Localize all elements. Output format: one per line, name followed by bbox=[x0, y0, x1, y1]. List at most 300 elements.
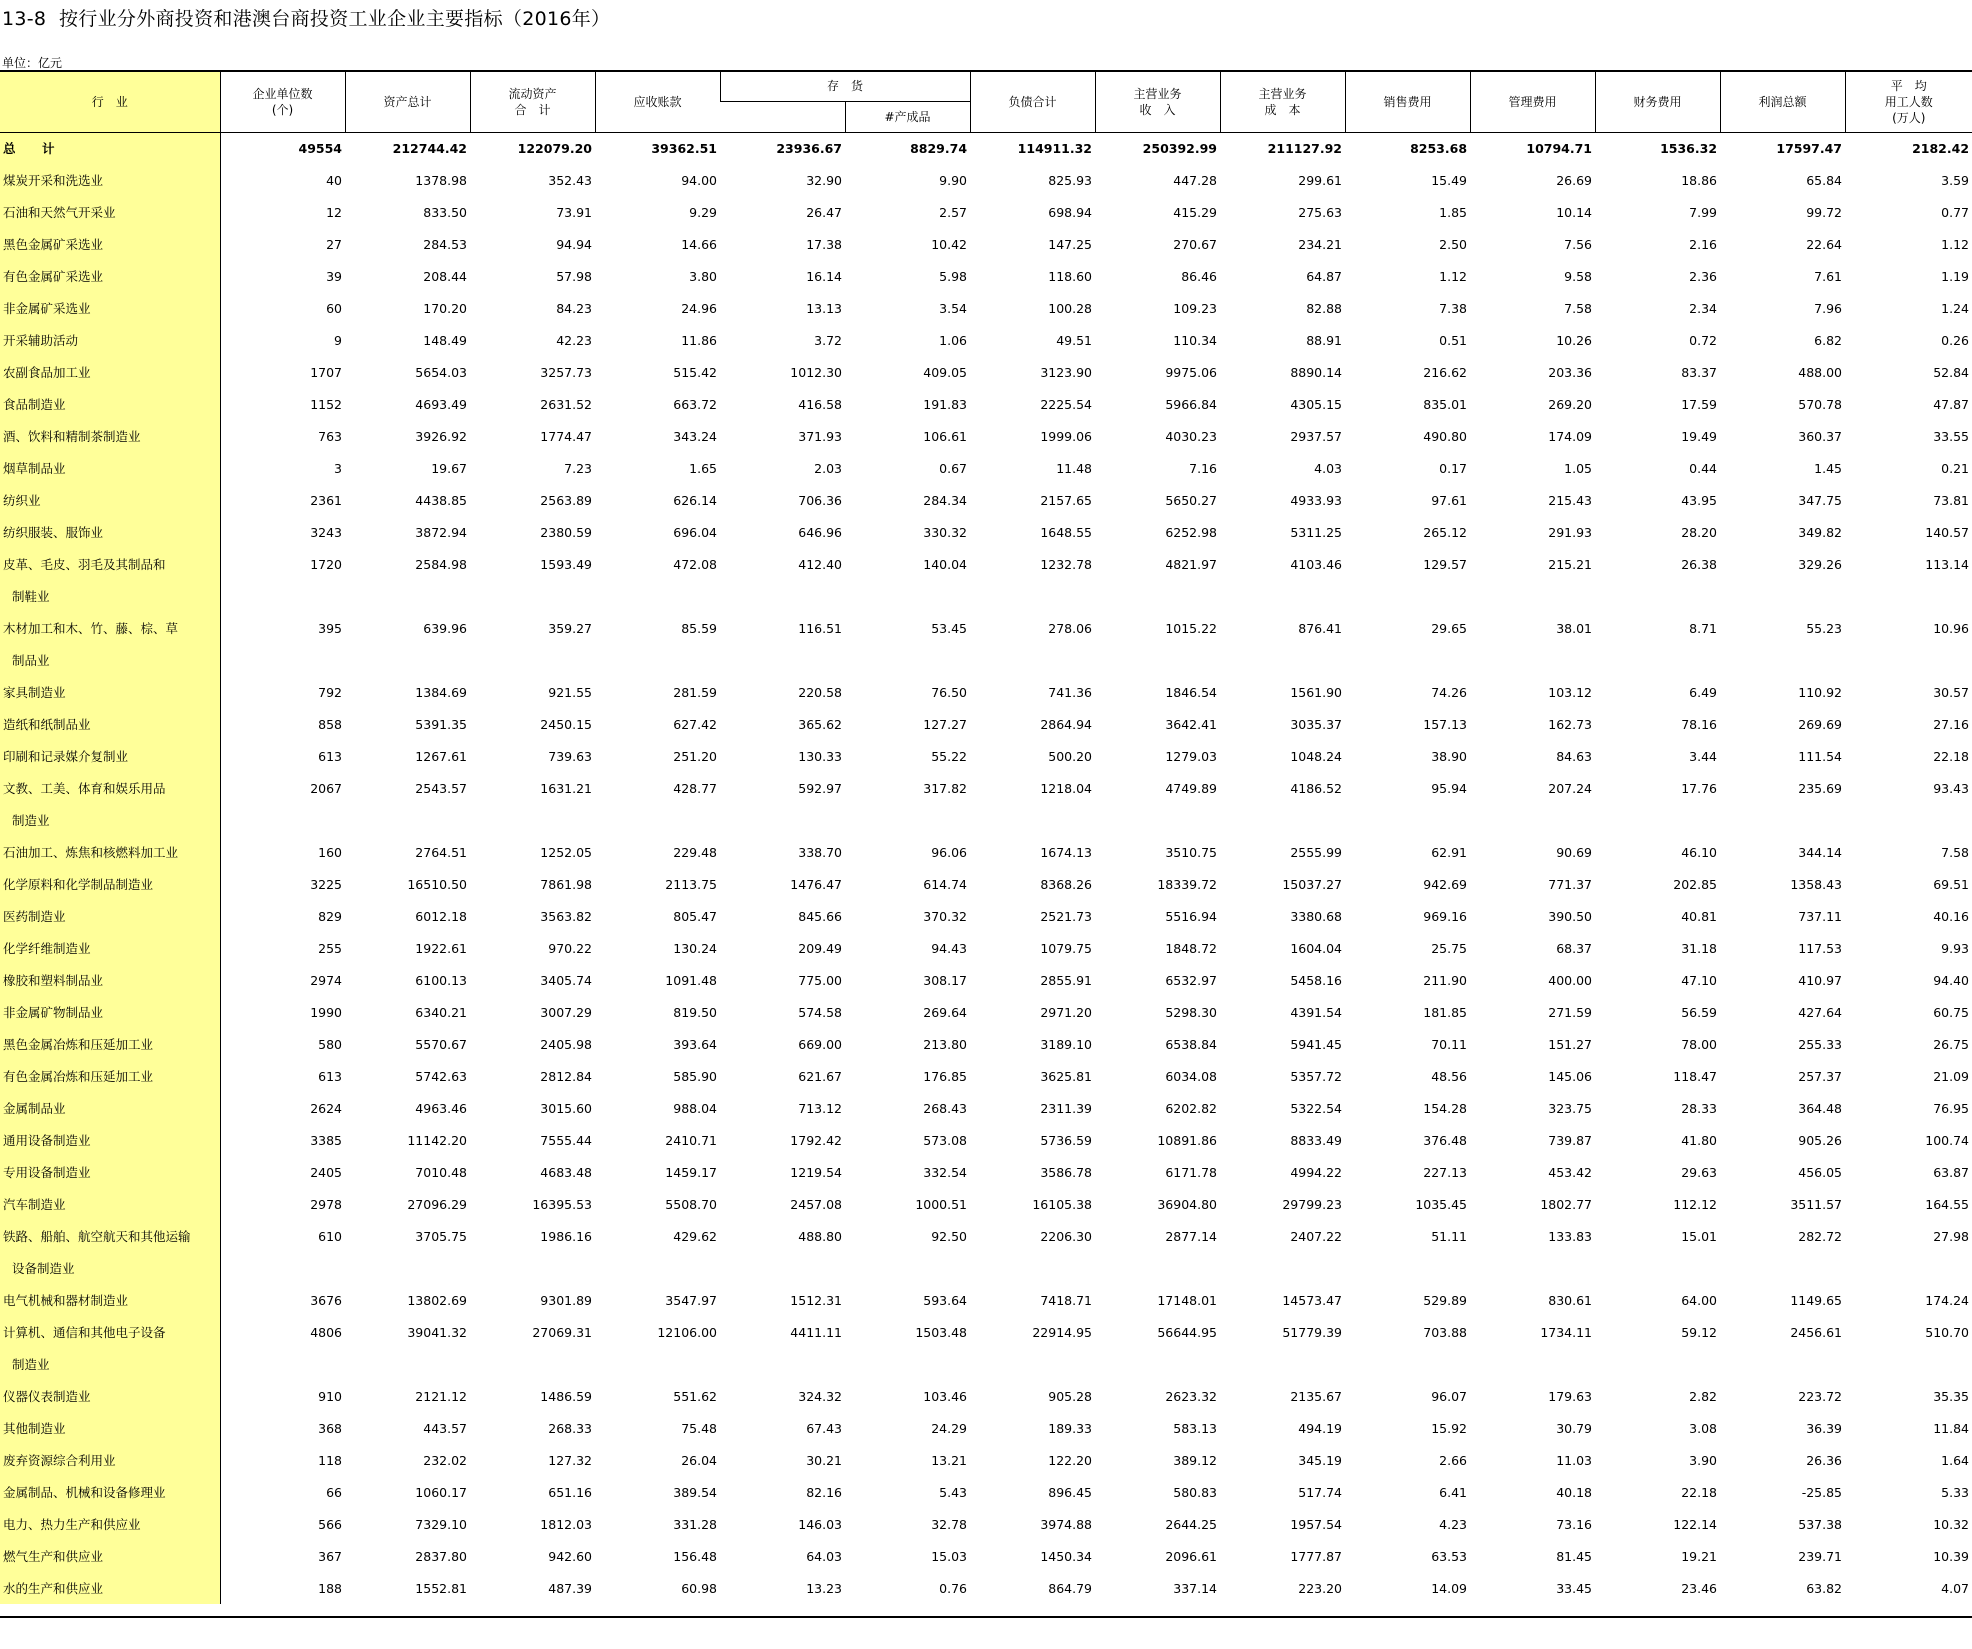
value-cell: 13.13 bbox=[806, 300, 842, 316]
industry-name: 化学原料和化学制品制造业 bbox=[0, 868, 220, 900]
value-cell: 3547.97 bbox=[665, 1292, 717, 1308]
table-row bbox=[0, 676, 1972, 708]
value-cell: 43.95 bbox=[1681, 492, 1718, 508]
value-cell bbox=[220, 644, 345, 676]
value-cell: 22.18 bbox=[1933, 748, 1970, 764]
value-cell: 453.42 bbox=[1548, 1164, 1593, 1180]
value-cell: 29.63 bbox=[1681, 1164, 1718, 1180]
value-cell: 97.61 bbox=[1431, 492, 1468, 508]
value-cell: 5311.25 bbox=[1290, 524, 1343, 540]
value-cell: 2113.75 bbox=[665, 876, 717, 892]
table-row bbox=[0, 1284, 1972, 1316]
value-cell: 234.21 bbox=[1298, 236, 1343, 252]
value-cell: 4103.46 bbox=[1290, 556, 1343, 572]
industry-name: 专用设备制造业 bbox=[0, 1156, 220, 1188]
value-cell: 876.41 bbox=[1298, 620, 1343, 636]
value-cell: 621.67 bbox=[798, 1068, 842, 1084]
value-cell: 7010.48 bbox=[415, 1164, 467, 1180]
value-cell: 2644.25 bbox=[1165, 1516, 1218, 1532]
value-cell: 96.06 bbox=[931, 844, 968, 860]
total-cell: 122079.20 bbox=[517, 140, 592, 156]
value-cell: 345.19 bbox=[1298, 1452, 1343, 1468]
value-cell: 2877.14 bbox=[1165, 1228, 1218, 1244]
value-cell: 140.04 bbox=[923, 556, 968, 572]
value-cell: 22914.95 bbox=[1032, 1324, 1093, 1340]
value-cell: 6034.08 bbox=[1165, 1068, 1218, 1084]
value-cell: 265.12 bbox=[1423, 524, 1468, 540]
value-cell: 93.43 bbox=[1933, 780, 1970, 796]
table-row bbox=[0, 484, 1972, 516]
value-cell: 7.99 bbox=[1689, 204, 1718, 220]
value-cell: 2855.91 bbox=[1040, 972, 1093, 988]
value-cell: 5736.59 bbox=[1040, 1132, 1093, 1148]
value-cell: 626.14 bbox=[673, 492, 717, 508]
total-cell: 23936.67 bbox=[776, 140, 842, 156]
value-cell: 1774.47 bbox=[540, 428, 592, 444]
value-cell: 130.24 bbox=[673, 940, 717, 956]
value-cell: 2631.52 bbox=[540, 396, 592, 412]
value-cell: 1986.16 bbox=[540, 1228, 592, 1244]
value-cell: 271.59 bbox=[1548, 1004, 1593, 1020]
value-cell: 83.37 bbox=[1681, 364, 1718, 380]
value-cell: 216.62 bbox=[1423, 364, 1468, 380]
value-cell: 38.01 bbox=[1556, 620, 1593, 636]
value-cell: 275.63 bbox=[1298, 204, 1343, 220]
value-cell: 2624 bbox=[310, 1100, 342, 1116]
value-cell: 2096.61 bbox=[1165, 1548, 1218, 1564]
value-cell: 580.83 bbox=[1173, 1484, 1218, 1500]
value-cell: 94.43 bbox=[931, 940, 968, 956]
value-cell bbox=[345, 1252, 470, 1284]
value-cell: 60 bbox=[326, 300, 342, 316]
value-cell: 9975.06 bbox=[1165, 364, 1218, 380]
value-cell: 151.27 bbox=[1548, 1036, 1593, 1052]
value-cell: 106.61 bbox=[923, 428, 968, 444]
value-cell: 10.26 bbox=[1556, 332, 1593, 348]
value-cell: 3.54 bbox=[939, 300, 968, 316]
value-cell: 410.97 bbox=[1798, 972, 1843, 988]
value-cell: 92.50 bbox=[931, 1228, 968, 1244]
value-cell: 969.16 bbox=[1423, 908, 1468, 924]
table-row bbox=[0, 164, 1972, 196]
value-cell: 343.24 bbox=[673, 428, 717, 444]
industry-name: 其他制造业 bbox=[0, 1412, 220, 1444]
value-cell bbox=[1095, 1348, 1220, 1380]
value-cell bbox=[720, 804, 845, 836]
value-cell: 574.58 bbox=[798, 1004, 842, 1020]
page-title: 13-8 按行业分外商投资和港澳台商投资工业企业主要指标（2016年） bbox=[2, 8, 611, 30]
value-cell bbox=[1845, 1252, 1972, 1284]
value-cell: 921.55 bbox=[548, 684, 592, 700]
value-cell: 52.84 bbox=[1933, 364, 1970, 380]
table-row bbox=[0, 1156, 1972, 1188]
value-cell: 51.11 bbox=[1431, 1228, 1468, 1244]
table-row bbox=[0, 548, 1972, 580]
value-cell: 86.46 bbox=[1181, 268, 1218, 284]
value-cell: 510.70 bbox=[1925, 1324, 1970, 1340]
value-cell: 39041.32 bbox=[407, 1324, 467, 1340]
value-cell: 117.53 bbox=[1798, 940, 1843, 956]
value-cell bbox=[1220, 1348, 1345, 1380]
value-cell: 2067 bbox=[310, 780, 342, 796]
value-cell: 1486.59 bbox=[540, 1388, 592, 1404]
value-cell: 40.81 bbox=[1681, 908, 1718, 924]
value-cell: 148.49 bbox=[423, 332, 467, 348]
value-cell: 56644.95 bbox=[1157, 1324, 1218, 1340]
value-cell: 494.19 bbox=[1298, 1420, 1343, 1436]
value-cell: 5298.30 bbox=[1165, 1004, 1218, 1020]
value-cell: 1079.75 bbox=[1040, 940, 1093, 956]
value-cell: 215.43 bbox=[1548, 492, 1593, 508]
value-cell: 6100.13 bbox=[415, 972, 467, 988]
value-cell: 428.77 bbox=[673, 780, 717, 796]
value-cell: 610 bbox=[318, 1228, 342, 1244]
value-cell bbox=[1470, 1252, 1595, 1284]
value-cell: 9301.89 bbox=[540, 1292, 592, 1308]
value-cell: 775.00 bbox=[798, 972, 842, 988]
value-cell: 4391.54 bbox=[1290, 1004, 1343, 1020]
value-cell: 70.11 bbox=[1431, 1036, 1468, 1052]
value-cell bbox=[470, 804, 595, 836]
value-cell bbox=[845, 804, 970, 836]
value-cell: 1720 bbox=[310, 556, 342, 572]
value-cell: 1035.45 bbox=[1415, 1196, 1468, 1212]
value-cell: 215.21 bbox=[1548, 556, 1593, 572]
value-cell: 5.43 bbox=[939, 1484, 968, 1500]
table-row bbox=[0, 1124, 1972, 1156]
value-cell: 59.12 bbox=[1681, 1324, 1718, 1340]
value-cell: 9 bbox=[334, 332, 342, 348]
value-cell: 156.48 bbox=[673, 1548, 717, 1564]
value-cell: 68.37 bbox=[1556, 940, 1593, 956]
value-cell: 4749.89 bbox=[1165, 780, 1218, 796]
value-cell: 739.87 bbox=[1548, 1132, 1593, 1148]
value-cell: 13802.69 bbox=[407, 1292, 467, 1308]
value-cell: 323.75 bbox=[1548, 1100, 1593, 1116]
value-cell: 1503.48 bbox=[915, 1324, 968, 1340]
value-cell: 2974 bbox=[310, 972, 342, 988]
table-row bbox=[0, 452, 1972, 484]
value-cell: 269.20 bbox=[1548, 396, 1593, 412]
value-cell: 133.83 bbox=[1548, 1228, 1593, 1244]
value-cell: 2407.22 bbox=[1290, 1228, 1343, 1244]
value-cell: 2555.99 bbox=[1290, 844, 1343, 860]
value-cell bbox=[1470, 644, 1595, 676]
value-cell: 517.74 bbox=[1298, 1484, 1343, 1500]
value-cell: 0.21 bbox=[1941, 460, 1970, 476]
value-cell: 73.81 bbox=[1933, 492, 1970, 508]
value-cell: 2812.84 bbox=[540, 1068, 592, 1084]
value-cell: 2.82 bbox=[1689, 1388, 1718, 1404]
value-cell: 223.20 bbox=[1298, 1580, 1343, 1596]
value-cell: 347.75 bbox=[1798, 492, 1843, 508]
value-cell: 5.98 bbox=[939, 268, 968, 284]
value-cell: 395 bbox=[318, 620, 342, 636]
value-cell bbox=[470, 1348, 595, 1380]
value-cell: 500.20 bbox=[1048, 748, 1093, 764]
value-cell: 146.03 bbox=[798, 1516, 842, 1532]
value-cell: 88.91 bbox=[1306, 332, 1343, 348]
value-cell: 2864.94 bbox=[1040, 716, 1093, 732]
value-cell: 1604.04 bbox=[1290, 940, 1343, 956]
value-cell bbox=[595, 804, 720, 836]
industry-name: 非金属矿采选业 bbox=[0, 292, 220, 324]
table-row bbox=[0, 1476, 1972, 1508]
value-cell: 38.90 bbox=[1431, 748, 1468, 764]
value-cell: 25.75 bbox=[1431, 940, 1468, 956]
value-cell: 6.82 bbox=[1814, 332, 1843, 348]
value-cell: 7329.10 bbox=[415, 1516, 467, 1532]
value-cell: 1.24 bbox=[1941, 300, 1970, 316]
header-total-assets: 资产总计 bbox=[345, 71, 470, 132]
value-cell: 26.69 bbox=[1556, 172, 1593, 188]
value-cell: 3926.92 bbox=[415, 428, 467, 444]
value-cell: 26.47 bbox=[806, 204, 842, 220]
value-cell: 1232.78 bbox=[1040, 556, 1093, 572]
value-cell: 179.63 bbox=[1548, 1388, 1593, 1404]
industry-name: 烟草制品业 bbox=[0, 452, 220, 484]
value-cell: 6202.82 bbox=[1165, 1100, 1218, 1116]
value-cell: 4821.97 bbox=[1165, 556, 1218, 572]
table-bottom-rule bbox=[0, 1616, 1972, 1618]
value-cell bbox=[1095, 580, 1220, 612]
value-cell: 53.45 bbox=[931, 620, 968, 636]
table-row bbox=[0, 1380, 1972, 1412]
value-cell: 3257.73 bbox=[540, 364, 592, 380]
value-cell: 830.61 bbox=[1548, 1292, 1593, 1308]
value-cell: 845.66 bbox=[798, 908, 842, 924]
value-cell: 41.80 bbox=[1681, 1132, 1718, 1148]
value-cell bbox=[1095, 644, 1220, 676]
value-cell: 4933.93 bbox=[1290, 492, 1343, 508]
total-cell: 49554 bbox=[298, 140, 342, 156]
value-cell: 2.36 bbox=[1689, 268, 1718, 284]
value-cell: 7418.71 bbox=[1040, 1292, 1093, 1308]
value-cell bbox=[1470, 580, 1595, 612]
value-cell: 805.47 bbox=[673, 908, 717, 924]
value-cell: 281.59 bbox=[673, 684, 717, 700]
value-cell: 0.26 bbox=[1941, 332, 1970, 348]
table-row bbox=[0, 932, 1972, 964]
value-cell bbox=[1345, 1348, 1470, 1380]
value-cell: 389.12 bbox=[1173, 1452, 1218, 1468]
value-cell: 223.72 bbox=[1798, 1388, 1843, 1404]
value-cell: 1848.72 bbox=[1165, 940, 1218, 956]
value-cell: 1279.03 bbox=[1165, 748, 1218, 764]
industry-name: 仪器仪表制造业 bbox=[0, 1380, 220, 1412]
value-cell: 73.91 bbox=[556, 204, 592, 220]
value-cell: 268.43 bbox=[923, 1100, 968, 1116]
value-cell: 367 bbox=[318, 1548, 342, 1564]
table-row-continuation bbox=[0, 644, 1972, 676]
value-cell: 96.07 bbox=[1431, 1388, 1468, 1404]
value-cell: 103.12 bbox=[1548, 684, 1593, 700]
value-cell: 580 bbox=[318, 1036, 342, 1052]
value-cell: 73.16 bbox=[1556, 1516, 1593, 1532]
industry-name: 燃气生产和供应业 bbox=[0, 1540, 220, 1572]
value-cell bbox=[1220, 1252, 1345, 1284]
value-cell: 1219.54 bbox=[790, 1164, 842, 1180]
value-cell: 1476.47 bbox=[790, 876, 842, 892]
value-cell: 10.14 bbox=[1556, 204, 1593, 220]
value-cell: 1012.30 bbox=[790, 364, 842, 380]
industry-name: 造纸和纸制品业 bbox=[0, 708, 220, 740]
value-cell: 28.33 bbox=[1681, 1100, 1718, 1116]
value-cell bbox=[970, 804, 1095, 836]
industry-name: 铁路、船舶、航空航天和其他运输 bbox=[0, 1220, 220, 1252]
table-row bbox=[0, 388, 1972, 420]
industry-name: 煤炭开采和洗选业 bbox=[0, 164, 220, 196]
value-cell: 1552.81 bbox=[415, 1580, 467, 1596]
value-cell: 2121.12 bbox=[415, 1388, 467, 1404]
value-cell: 26.75 bbox=[1933, 1036, 1970, 1052]
value-cell: 592.97 bbox=[798, 780, 842, 796]
value-cell: 284.34 bbox=[923, 492, 968, 508]
value-cell: 1218.04 bbox=[1040, 780, 1093, 796]
value-cell: 4030.23 bbox=[1165, 428, 1218, 444]
value-cell: 12106.00 bbox=[657, 1324, 717, 1340]
value-cell: 36.39 bbox=[1806, 1420, 1843, 1436]
value-cell bbox=[1720, 804, 1845, 836]
value-cell: 239.71 bbox=[1798, 1548, 1843, 1564]
value-cell: 1561.90 bbox=[1290, 684, 1343, 700]
value-cell: 613 bbox=[318, 1068, 342, 1084]
value-cell: 24.96 bbox=[681, 300, 717, 316]
value-cell: 364.48 bbox=[1798, 1100, 1843, 1116]
value-cell: 3225 bbox=[310, 876, 342, 892]
value-cell: 2361 bbox=[310, 492, 342, 508]
value-cell: 573.08 bbox=[923, 1132, 968, 1148]
value-cell: 1674.13 bbox=[1040, 844, 1093, 860]
value-cell: 15.03 bbox=[931, 1548, 968, 1564]
value-cell: 282.72 bbox=[1798, 1228, 1843, 1244]
value-cell: 60.98 bbox=[681, 1580, 717, 1596]
value-cell: 6538.84 bbox=[1165, 1036, 1218, 1052]
value-cell: 48.56 bbox=[1431, 1068, 1468, 1084]
table-row bbox=[0, 1412, 1972, 1444]
industry-name: 设备制造业 bbox=[0, 1252, 220, 1284]
value-cell: 4994.22 bbox=[1290, 1164, 1343, 1180]
value-cell: 988.04 bbox=[673, 1100, 717, 1116]
value-cell: 3705.75 bbox=[415, 1228, 467, 1244]
value-cell: 51779.39 bbox=[1282, 1324, 1343, 1340]
value-cell: 202.85 bbox=[1673, 876, 1718, 892]
value-cell bbox=[1220, 580, 1345, 612]
value-cell: 488.00 bbox=[1798, 364, 1843, 380]
value-cell: 1.05 bbox=[1564, 460, 1593, 476]
value-cell: 713.12 bbox=[798, 1100, 842, 1116]
value-cell: 284.53 bbox=[423, 236, 467, 252]
value-cell: 308.17 bbox=[923, 972, 968, 988]
value-cell: 1000.51 bbox=[915, 1196, 968, 1212]
value-cell bbox=[1095, 1252, 1220, 1284]
value-cell: 4.03 bbox=[1314, 460, 1343, 476]
industry-name: 废弃资源综合利用业 bbox=[0, 1444, 220, 1476]
value-cell bbox=[470, 644, 595, 676]
value-cell: 371.93 bbox=[798, 428, 842, 444]
table-row bbox=[0, 740, 1972, 772]
value-cell: 3015.60 bbox=[540, 1100, 592, 1116]
value-cell: 208.44 bbox=[423, 268, 467, 284]
value-cell bbox=[1595, 804, 1720, 836]
value-cell: 19.21 bbox=[1681, 1548, 1718, 1564]
industry-name: 金属制品、机械和设备修理业 bbox=[0, 1476, 220, 1508]
value-cell: 28.20 bbox=[1681, 524, 1718, 540]
value-cell: 376.48 bbox=[1423, 1132, 1468, 1148]
header-financial-expenses: 财务费用 bbox=[1595, 71, 1720, 132]
value-cell: 570.78 bbox=[1798, 396, 1843, 412]
value-cell bbox=[1470, 1348, 1595, 1380]
value-cell bbox=[720, 644, 845, 676]
table-row bbox=[0, 900, 1972, 932]
total-cell: 1536.32 bbox=[1660, 140, 1718, 156]
value-cell: 1.45 bbox=[1814, 460, 1843, 476]
value-cell: 40.18 bbox=[1556, 1484, 1593, 1500]
industry-name: 水的生产和供应业 bbox=[0, 1572, 220, 1604]
value-cell: 42.23 bbox=[556, 332, 592, 348]
value-cell: 447.28 bbox=[1173, 172, 1218, 188]
value-cell: 10.39 bbox=[1933, 1548, 1970, 1564]
value-cell: 10.42 bbox=[931, 236, 968, 252]
value-cell: 4305.15 bbox=[1290, 396, 1343, 412]
value-cell: 317.82 bbox=[923, 780, 968, 796]
value-cell: 627.42 bbox=[673, 716, 717, 732]
value-cell: 78.16 bbox=[1681, 716, 1718, 732]
value-cell: 1922.61 bbox=[415, 940, 467, 956]
value-cell: 8368.26 bbox=[1040, 876, 1093, 892]
value-cell: 3.72 bbox=[814, 332, 842, 348]
header-receivables: 应收账款 bbox=[595, 71, 720, 132]
value-cell: 174.24 bbox=[1925, 1292, 1970, 1308]
table-body bbox=[0, 132, 1972, 1604]
total-cell: 8253.68 bbox=[1410, 140, 1468, 156]
value-cell: 90.69 bbox=[1556, 844, 1593, 860]
value-cell: 1512.31 bbox=[790, 1292, 842, 1308]
value-cell: 36904.80 bbox=[1157, 1196, 1218, 1212]
value-cell: 62.91 bbox=[1431, 844, 1468, 860]
value-cell: 1.06 bbox=[939, 332, 968, 348]
value-cell bbox=[345, 644, 470, 676]
value-cell: 3872.94 bbox=[415, 524, 467, 540]
value-cell: 2623.32 bbox=[1165, 1388, 1218, 1404]
value-cell: 585.90 bbox=[673, 1068, 717, 1084]
value-cell: 35.35 bbox=[1933, 1388, 1970, 1404]
value-cell: 833.50 bbox=[423, 204, 467, 220]
value-cell: 2380.59 bbox=[540, 524, 592, 540]
value-cell: 268.33 bbox=[548, 1420, 592, 1436]
value-cell: 429.62 bbox=[673, 1228, 717, 1244]
table-row bbox=[0, 1316, 1972, 1348]
value-cell: 1631.21 bbox=[540, 780, 592, 796]
value-cell: 6252.98 bbox=[1165, 524, 1218, 540]
table-row-continuation bbox=[0, 1252, 1972, 1284]
value-cell: 9.29 bbox=[689, 204, 717, 220]
value-cell: 1384.69 bbox=[415, 684, 467, 700]
value-cell bbox=[845, 580, 970, 612]
value-cell: 2.50 bbox=[1439, 236, 1468, 252]
value-cell: 1252.05 bbox=[540, 844, 592, 860]
value-cell bbox=[970, 1348, 1095, 1380]
value-cell: 47.10 bbox=[1681, 972, 1718, 988]
value-cell: 3035.37 bbox=[1290, 716, 1343, 732]
value-cell: 3.44 bbox=[1689, 748, 1718, 764]
value-cell: 3 bbox=[334, 460, 342, 476]
value-cell: 5654.03 bbox=[415, 364, 467, 380]
value-cell: 4.07 bbox=[1941, 1580, 1970, 1596]
value-cell bbox=[1345, 580, 1470, 612]
industry-name: 非金属矿物制品业 bbox=[0, 996, 220, 1028]
value-cell: 2225.54 bbox=[1040, 396, 1093, 412]
